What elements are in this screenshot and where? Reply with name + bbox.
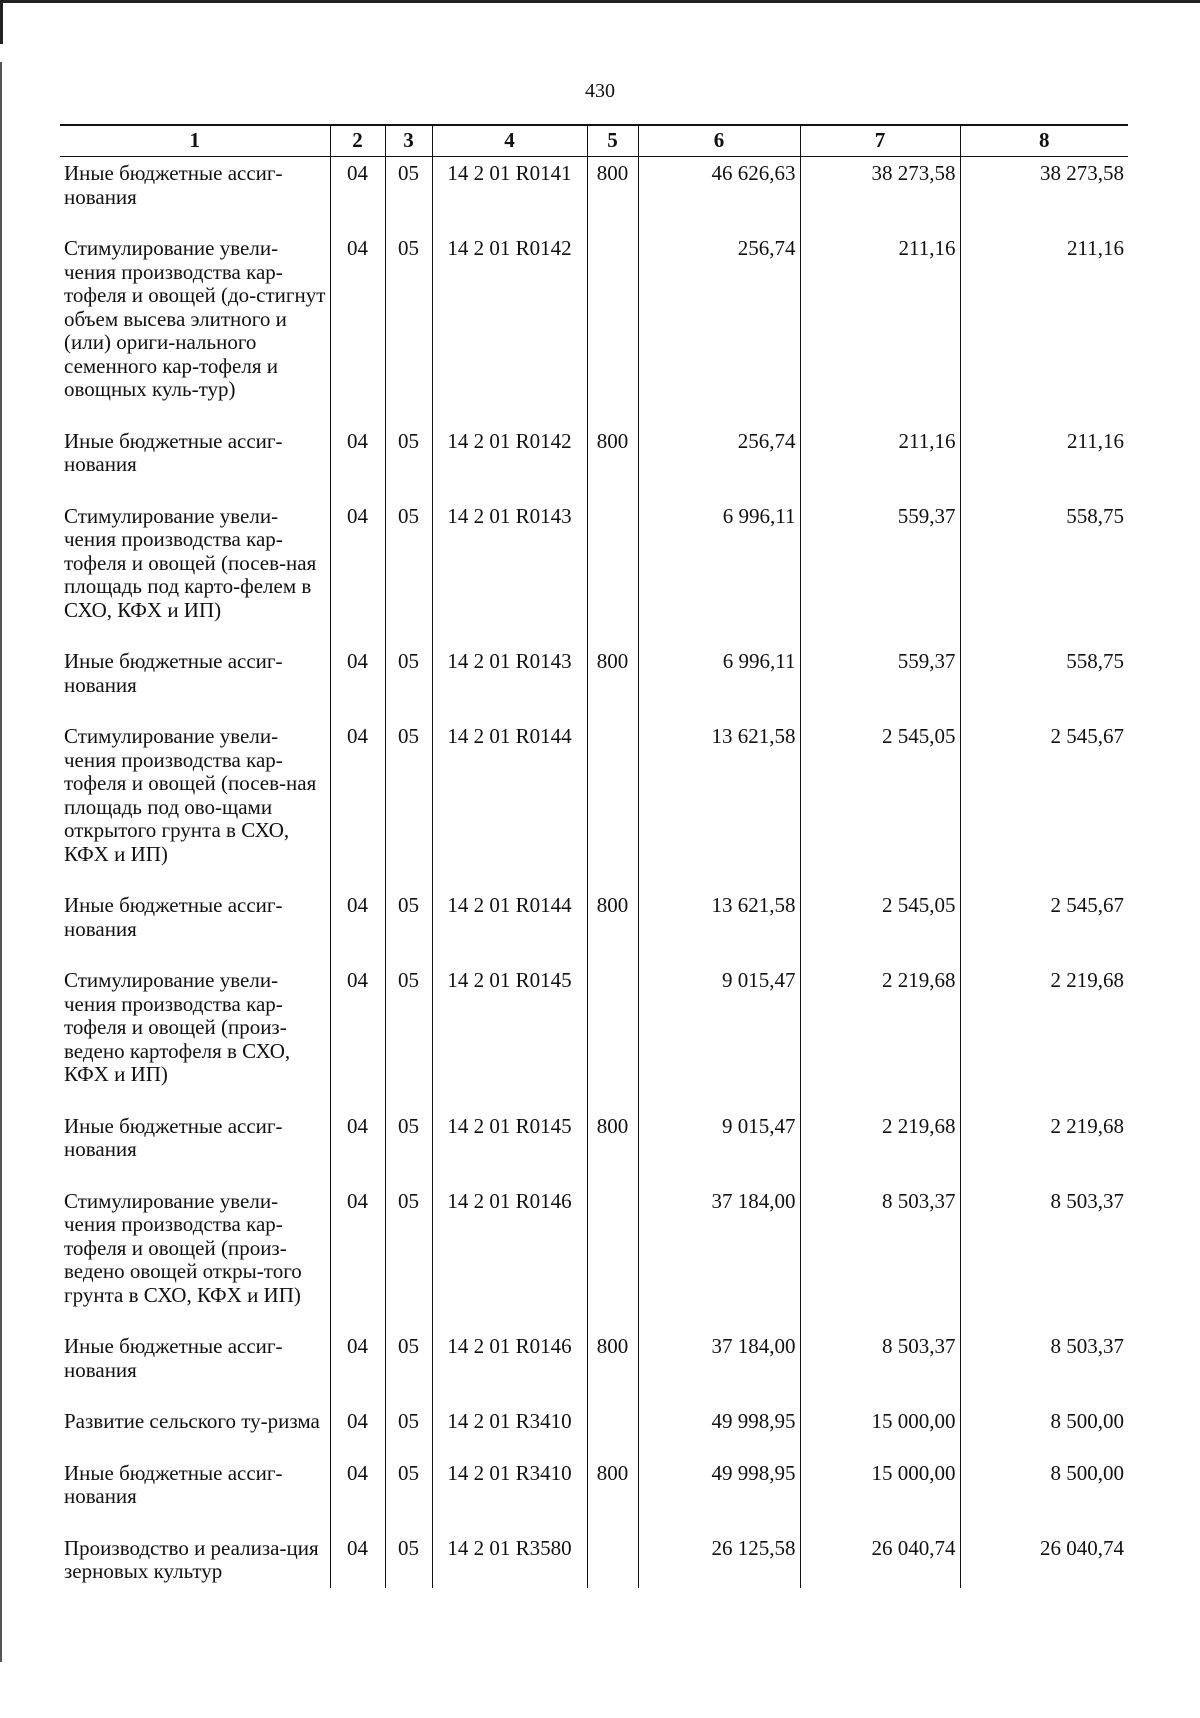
- row-amount-col6-cell: 49 998,95: [638, 1404, 800, 1456]
- row-amount-col8-cell: 2 219,68: [960, 963, 1128, 1109]
- row-section-cell: 04: [330, 157, 385, 232]
- row-target-code-cell: 14 2 01 R0142: [432, 424, 587, 499]
- row-amount-col6-cell: 37 184,00: [638, 1329, 800, 1404]
- row-name-cell: Иные бюджетные ассиг-нования: [60, 1456, 330, 1531]
- table-row: [60, 1329, 1128, 1404]
- row-subsection-cell: 05: [385, 1109, 432, 1184]
- table-row: [60, 1404, 1128, 1456]
- row-target-code-cell: 14 2 01 R0146: [432, 1329, 587, 1404]
- row-name-cell: Иные бюджетные ассиг-нования: [60, 1109, 330, 1184]
- row-target-code-cell: 14 2 01 R3410: [432, 1404, 587, 1456]
- header-col-5: 5: [587, 125, 638, 157]
- row-target-code-cell: 14 2 01 R0145: [432, 1109, 587, 1184]
- row-amount-col6-cell: 46 626,63: [638, 157, 800, 232]
- row-name-cell: Стимулирование увели-чения производства кар-тофеля и овощей (произ-ведено овощей откры-того грунта в СХО, КФХ и ИП): [60, 1184, 330, 1330]
- row-section-cell: 04: [330, 1456, 385, 1531]
- row-expense-type-cell: 800: [587, 644, 638, 719]
- table-row: [60, 1531, 1128, 1588]
- row-expense-type-cell: 800: [587, 888, 638, 963]
- row-amount-col8-cell: 8 500,00: [960, 1404, 1128, 1456]
- header-col-6: 6: [638, 125, 800, 157]
- row-expense-type-cell: [587, 719, 638, 888]
- table-row: [60, 1184, 1128, 1330]
- row-amount-col8-cell: 2 545,67: [960, 888, 1128, 963]
- row-subsection-cell: 05: [385, 719, 432, 888]
- row-subsection-cell: 05: [385, 424, 432, 499]
- row-section-cell: 04: [330, 424, 385, 499]
- row-amount-col8-cell: 558,75: [960, 499, 1128, 645]
- row-amount-col7-cell: 8 503,37: [800, 1184, 960, 1330]
- row-name-cell: Иные бюджетные ассиг-нования: [60, 1329, 330, 1404]
- row-section-cell: 04: [330, 719, 385, 888]
- row-amount-col7-cell: 559,37: [800, 644, 960, 719]
- row-expense-type-cell: [587, 1531, 638, 1588]
- row-expense-type-cell: 800: [587, 157, 638, 232]
- row-section-cell: 04: [330, 644, 385, 719]
- row-expense-type-cell: 800: [587, 424, 638, 499]
- row-amount-col8-cell: 211,16: [960, 231, 1128, 424]
- row-expense-type-cell: [587, 499, 638, 645]
- scan-border-left-faint: [0, 62, 2, 1662]
- row-name-cell: Производство и реализа-ция зерновых культур: [60, 1531, 330, 1588]
- row-amount-col6-cell: 49 998,95: [638, 1456, 800, 1531]
- row-amount-col6-cell: 256,74: [638, 231, 800, 424]
- row-amount-col8-cell: 26 040,74: [960, 1531, 1128, 1588]
- row-amount-col7-cell: 211,16: [800, 231, 960, 424]
- row-section-cell: 04: [330, 1404, 385, 1456]
- row-target-code-cell: 14 2 01 R0142: [432, 231, 587, 424]
- row-name-cell: Развитие сельского ту-ризма: [60, 1404, 330, 1456]
- row-amount-col7-cell: 211,16: [800, 424, 960, 499]
- budget-table: [60, 124, 1128, 1588]
- row-subsection-cell: 05: [385, 157, 432, 232]
- row-subsection-cell: 05: [385, 231, 432, 424]
- row-subsection-cell: 05: [385, 1531, 432, 1588]
- scan-border-left: [0, 0, 3, 44]
- scan-border-top: [0, 0, 1200, 3]
- row-target-code-cell: 14 2 01 R0146: [432, 1184, 587, 1330]
- row-amount-col7-cell: 15 000,00: [800, 1456, 960, 1531]
- row-target-code-cell: 14 2 01 R0144: [432, 719, 587, 888]
- row-name-cell: Иные бюджетные ассиг-нования: [60, 157, 330, 232]
- table-row: [60, 1456, 1128, 1531]
- row-amount-col6-cell: 13 621,58: [638, 888, 800, 963]
- row-name-cell: Иные бюджетные ассиг-нования: [60, 888, 330, 963]
- row-section-cell: 04: [330, 963, 385, 1109]
- row-amount-col8-cell: 8 500,00: [960, 1456, 1128, 1531]
- row-amount-col8-cell: 211,16: [960, 424, 1128, 499]
- row-name-cell: Иные бюджетные ассиг-нования: [60, 424, 330, 499]
- row-name-cell: Иные бюджетные ассиг-нования: [60, 644, 330, 719]
- row-amount-col8-cell: 8 503,37: [960, 1329, 1128, 1404]
- row-expense-type-cell: [587, 1404, 638, 1456]
- row-expense-type-cell: [587, 963, 638, 1109]
- table-body: [60, 157, 1128, 1588]
- row-target-code-cell: 14 2 01 R3580: [432, 1531, 587, 1588]
- header-row: [60, 125, 1128, 157]
- row-amount-col7-cell: 8 503,37: [800, 1329, 960, 1404]
- row-subsection-cell: 05: [385, 888, 432, 963]
- row-amount-col8-cell: 38 273,58: [960, 157, 1128, 232]
- row-expense-type-cell: [587, 231, 638, 424]
- row-amount-col6-cell: 9 015,47: [638, 1109, 800, 1184]
- row-amount-col8-cell: 2 219,68: [960, 1109, 1128, 1184]
- row-amount-col8-cell: 2 545,67: [960, 719, 1128, 888]
- table-row: [60, 719, 1128, 888]
- row-section-cell: 04: [330, 499, 385, 645]
- row-section-cell: 04: [330, 1109, 385, 1184]
- row-target-code-cell: 14 2 01 R0145: [432, 963, 587, 1109]
- row-subsection-cell: 05: [385, 1404, 432, 1456]
- row-section-cell: 04: [330, 888, 385, 963]
- header-col-8: 8: [960, 125, 1128, 157]
- row-section-cell: 04: [330, 1329, 385, 1404]
- table-row: [60, 231, 1128, 424]
- table-row: [60, 499, 1128, 645]
- header-col-7: 7: [800, 125, 960, 157]
- row-amount-col7-cell: 559,37: [800, 499, 960, 645]
- row-subsection-cell: 05: [385, 963, 432, 1109]
- row-expense-type-cell: 800: [587, 1109, 638, 1184]
- table-row: [60, 424, 1128, 499]
- row-amount-col6-cell: 6 996,11: [638, 644, 800, 719]
- row-amount-col7-cell: 38 273,58: [800, 157, 960, 232]
- row-amount-col6-cell: 9 015,47: [638, 963, 800, 1109]
- row-expense-type-cell: 800: [587, 1456, 638, 1531]
- table-row: [60, 644, 1128, 719]
- row-target-code-cell: 14 2 01 R0141: [432, 157, 587, 232]
- row-amount-col7-cell: 2 219,68: [800, 1109, 960, 1184]
- table-row: [60, 888, 1128, 963]
- page-number: 430: [585, 80, 615, 102]
- row-amount-col6-cell: 13 621,58: [638, 719, 800, 888]
- row-name-cell: Стимулирование увели-чения производства кар-тофеля и овощей (до-стигнут объем высева элитного и (или) ориги-нального семенного кар-тофеля и овощных куль-тур): [60, 231, 330, 424]
- row-name-cell: Стимулирование увели-чения производства кар-тофеля и овощей (посев-ная площадь под ово-щами открытого грунта в СХО, КФХ и ИП): [60, 719, 330, 888]
- row-expense-type-cell: 800: [587, 1329, 638, 1404]
- header-col-4: 4: [432, 125, 587, 157]
- row-target-code-cell: 14 2 01 R3410: [432, 1456, 587, 1531]
- row-subsection-cell: 05: [385, 644, 432, 719]
- row-amount-col7-cell: 2 219,68: [800, 963, 960, 1109]
- row-amount-col6-cell: 37 184,00: [638, 1184, 800, 1330]
- row-target-code-cell: 14 2 01 R0143: [432, 644, 587, 719]
- row-amount-col6-cell: 26 125,58: [638, 1531, 800, 1588]
- row-section-cell: 04: [330, 1184, 385, 1330]
- row-subsection-cell: 05: [385, 1456, 432, 1531]
- row-amount-col8-cell: 8 503,37: [960, 1184, 1128, 1330]
- row-expense-type-cell: [587, 1184, 638, 1330]
- row-amount-col6-cell: 256,74: [638, 424, 800, 499]
- table-row: [60, 1109, 1128, 1184]
- row-amount-col7-cell: 2 545,05: [800, 888, 960, 963]
- row-subsection-cell: 05: [385, 1184, 432, 1330]
- row-section-cell: 04: [330, 231, 385, 424]
- table-row: [60, 963, 1128, 1109]
- header-col-2: 2: [330, 125, 385, 157]
- row-amount-col7-cell: 2 545,05: [800, 719, 960, 888]
- row-subsection-cell: 05: [385, 1329, 432, 1404]
- table-row: [60, 157, 1128, 232]
- row-amount-col7-cell: 26 040,74: [800, 1531, 960, 1588]
- row-target-code-cell: 14 2 01 R0143: [432, 499, 587, 645]
- row-amount-col8-cell: 558,75: [960, 644, 1128, 719]
- row-section-cell: 04: [330, 1531, 385, 1588]
- row-target-code-cell: 14 2 01 R0144: [432, 888, 587, 963]
- row-amount-col6-cell: 6 996,11: [638, 499, 800, 645]
- row-subsection-cell: 05: [385, 499, 432, 645]
- row-name-cell: Стимулирование увели-чения производства кар-тофеля и овощей (посев-ная площадь под карто-фелем в СХО, КФХ и ИП): [60, 499, 330, 645]
- header-col-3: 3: [385, 125, 432, 157]
- row-name-cell: Стимулирование увели-чения производства кар-тофеля и овощей (произ-ведено картофеля в СХО, КФХ и ИП): [60, 963, 330, 1109]
- header-col-1: 1: [60, 125, 330, 157]
- row-amount-col7-cell: 15 000,00: [800, 1404, 960, 1456]
